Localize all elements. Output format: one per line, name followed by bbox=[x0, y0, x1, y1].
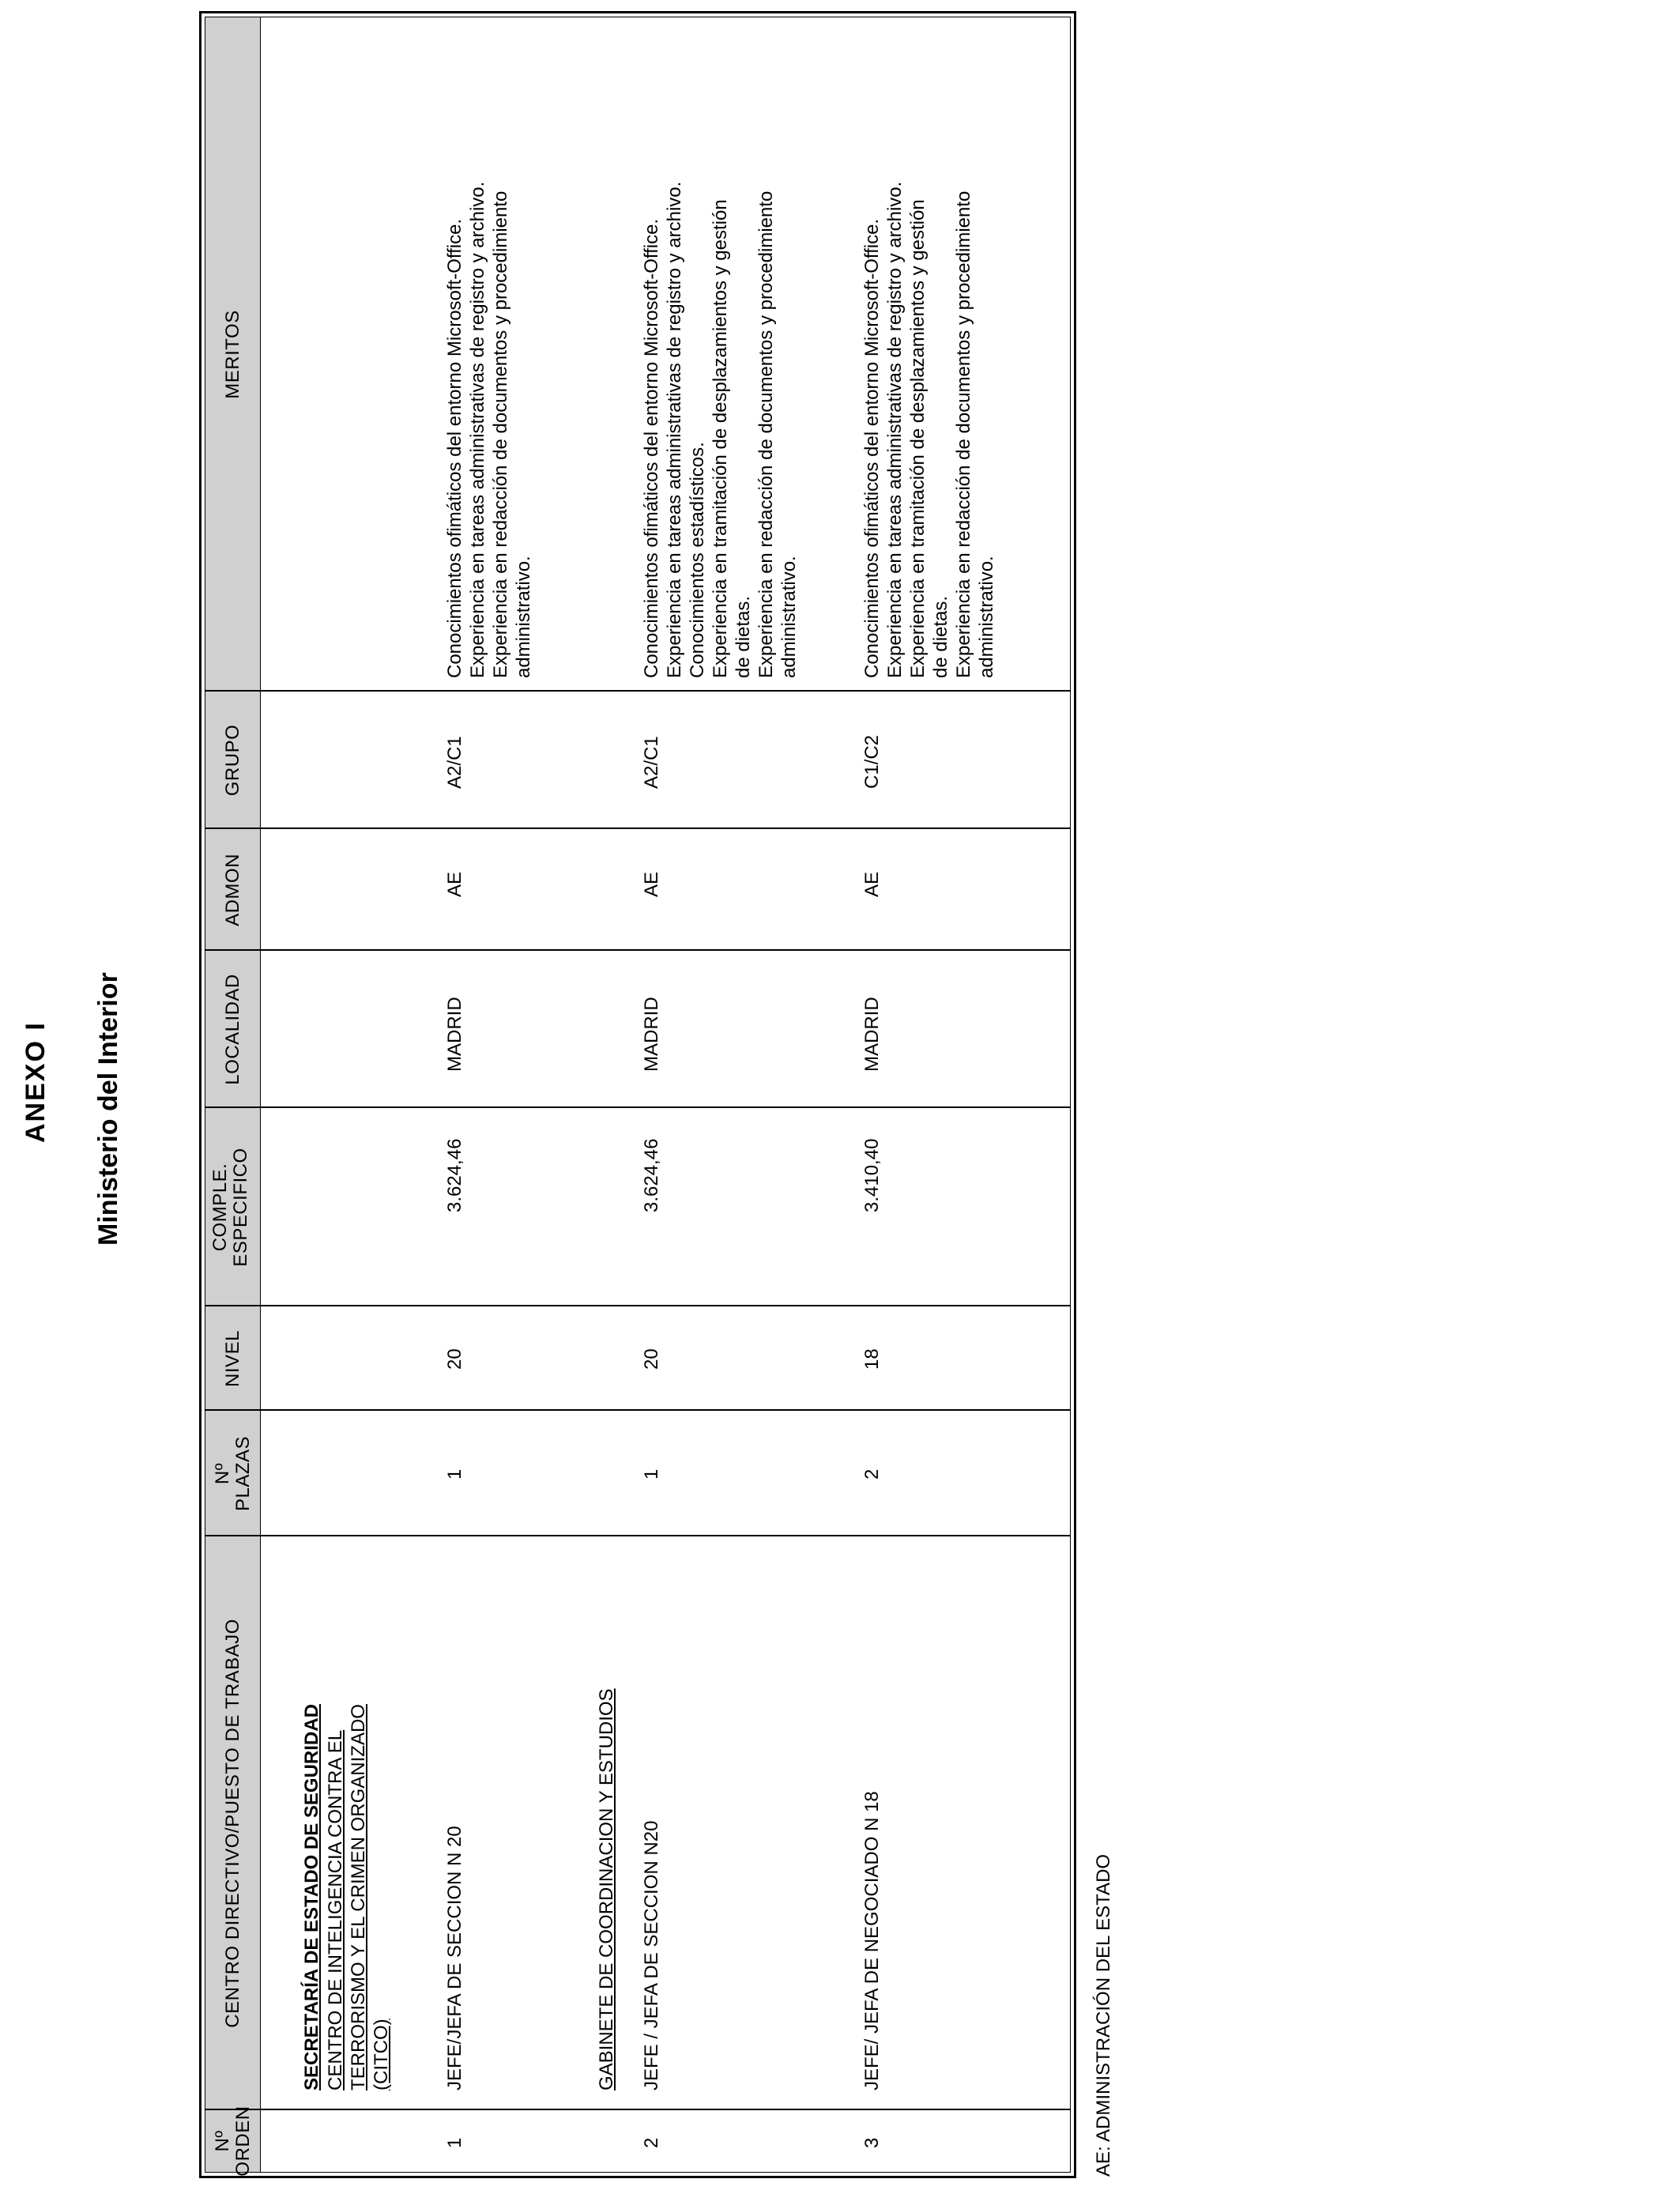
row3-plazas: 2 bbox=[861, 1468, 883, 1480]
column-divider bbox=[205, 691, 1070, 692]
row2-grupo: A2/C1 bbox=[641, 736, 662, 789]
header-admon: ADMON bbox=[222, 854, 243, 926]
header-orden: Nº ORDEN bbox=[212, 2105, 254, 2177]
row2-admon: AE bbox=[641, 871, 662, 897]
row2-puesto: JEFE / JEFA DE SECCION N20 bbox=[641, 1820, 662, 2090]
merit-line: de dietas. bbox=[930, 595, 951, 678]
row3-admon: AE bbox=[861, 871, 883, 897]
merit-line: Experiencia en tareas administrativas de registro y archivo. bbox=[467, 181, 488, 678]
row1-plazas: 1 bbox=[444, 1468, 465, 1480]
merit-line: Conocimientos ofimáticos del entorno Microsoft-Office. bbox=[444, 218, 465, 678]
merit-line: administrativo. bbox=[976, 556, 997, 678]
merit-line: Experiencia en redacción de documentos y procedimiento bbox=[490, 190, 511, 678]
header-comple: COMPLE. ESPECIFICO bbox=[209, 1148, 251, 1267]
merit-line: de dietas. bbox=[733, 595, 754, 678]
row1-comple: 3.624,46 bbox=[444, 1138, 465, 1212]
row1-puesto: JEFE/JEFA DE SECCION N 20 bbox=[444, 1826, 465, 2090]
column-divider bbox=[205, 828, 1070, 830]
column-divider bbox=[205, 1107, 1070, 1109]
merit-line: Experiencia en tramitación de desplazamientos y gestión bbox=[907, 199, 929, 678]
row2-meritos bbox=[640, 182, 800, 678]
row3-nivel: 18 bbox=[861, 1348, 883, 1370]
merit-line: Conocimientos estadísticos. bbox=[687, 442, 708, 678]
row1-admon: AE bbox=[444, 871, 465, 897]
row3-orden: 3 bbox=[861, 2137, 883, 2148]
row3-localidad: MADRID bbox=[861, 997, 883, 1072]
column-divider bbox=[205, 1306, 1070, 1307]
row3-puesto: JEFE/ JEFA DE NEGOCIADO N 18 bbox=[861, 1791, 883, 2090]
row2-localidad: MADRID bbox=[641, 997, 662, 1072]
header-meritos: MERITOS bbox=[222, 310, 243, 399]
header-centro: CENTRO DIRECTIVO/PUESTO DE TRABAJO bbox=[222, 1619, 243, 2028]
section-secretaria: SECRETARÍA DE ESTADO DE SEGURIDAD bbox=[301, 1704, 322, 2090]
row2-orden: 2 bbox=[641, 2137, 662, 2148]
footnote: AE: ADMINISTRACIÓN DEL ESTADO bbox=[1093, 1853, 1114, 2177]
merit-line: Experiencia en tareas administrativas de registro y archivo. bbox=[664, 181, 685, 678]
row1-grupo: A2/C1 bbox=[444, 736, 465, 789]
row2-comple: 3.624,46 bbox=[641, 1138, 662, 1212]
row3-comple: 3.410,40 bbox=[861, 1138, 883, 1212]
column-divider bbox=[205, 1410, 1070, 1412]
merit-line: administrativo. bbox=[778, 556, 800, 678]
merit-line: Experiencia en redacción de documentos y procedimiento bbox=[953, 190, 974, 678]
column-divider bbox=[205, 950, 1070, 952]
header-nivel: NIVEL bbox=[222, 1330, 243, 1387]
merit-line: Experiencia en tramitación de desplazamientos y gestión bbox=[710, 199, 731, 678]
page-title: ANEXO I bbox=[21, 1021, 51, 1143]
row1-meritos bbox=[443, 182, 535, 678]
row3-grupo: C1/C2 bbox=[861, 734, 883, 789]
section-centro-line2: TERRORISMO Y EL CRIMEN ORGANIZADO bbox=[348, 1704, 369, 2090]
row1-localidad: MADRID bbox=[444, 997, 465, 1072]
merit-line: Experiencia en tareas administrativas de registro y archivo. bbox=[884, 181, 906, 678]
merit-line: administrativo. bbox=[513, 556, 534, 678]
header-plazas: Nº PLAZAS bbox=[212, 1435, 254, 1512]
section-centro-line3: (CITCO) bbox=[371, 2019, 392, 2090]
row3-meritos bbox=[861, 182, 998, 678]
page-subtitle: Ministerio del Interior bbox=[93, 972, 123, 1246]
merit-line: Conocimientos ofimáticos del entorno Microsoft-Office. bbox=[641, 218, 662, 678]
column-divider bbox=[205, 1536, 1070, 1537]
row2-plazas: 1 bbox=[641, 1468, 662, 1480]
merit-line: Experiencia en redacción de documentos y procedimiento bbox=[755, 190, 777, 678]
header-localidad: LOCALIDAD bbox=[222, 974, 243, 1085]
row2-nivel: 20 bbox=[641, 1348, 662, 1370]
column-divider bbox=[205, 2109, 1070, 2111]
section-gabinete: GABINETE DE COORDINACION Y ESTUDIOS bbox=[596, 1688, 617, 2090]
section-centro-line1: CENTRO DE INTELIGENCIA CONTRA EL bbox=[325, 1729, 346, 2090]
row1-nivel: 20 bbox=[444, 1348, 465, 1370]
merit-line: Conocimientos ofimáticos del entorno Microsoft-Office. bbox=[861, 218, 883, 678]
header-grupo: GRUPO bbox=[222, 724, 243, 797]
row1-orden: 1 bbox=[444, 2137, 465, 2148]
